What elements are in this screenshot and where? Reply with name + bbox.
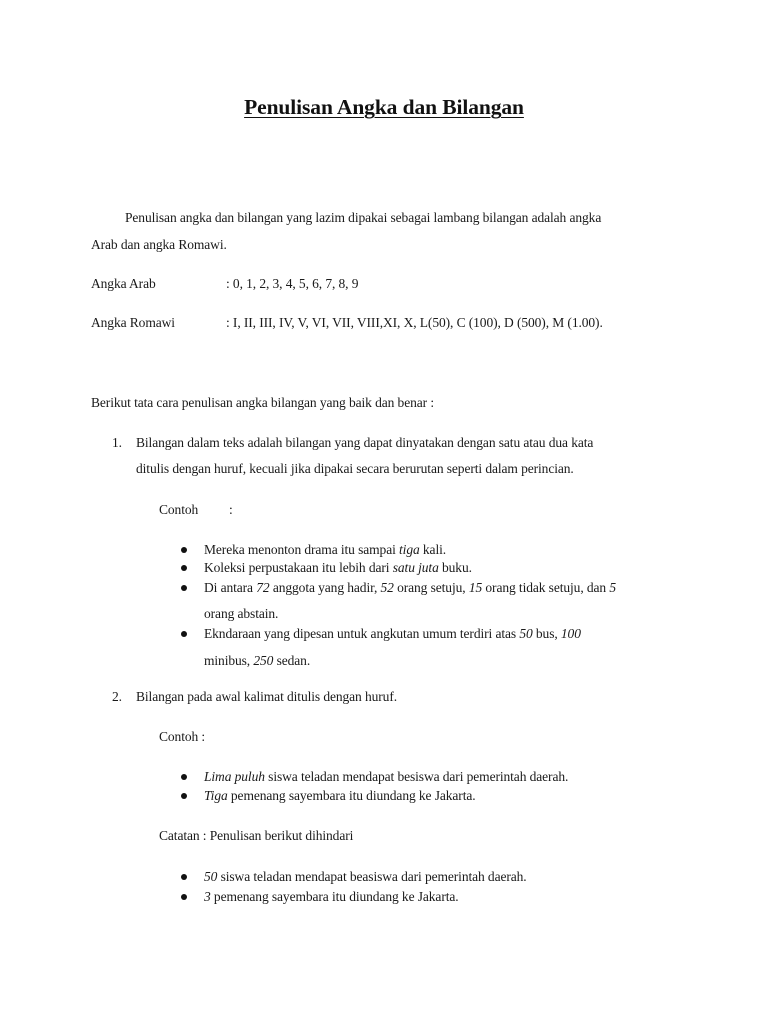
bullet-icon [181,631,187,637]
intro-line-2: Arab dan angka Romawi. [91,237,227,252]
lead-text: Berikut tata cara penulisan angka bilangan yang baik dan benar : [91,395,434,410]
catatan-label: Catatan : Penulisan berikut dihindari [159,828,354,843]
bullet-icon [181,874,187,880]
rule-1-contoh-colon: : [229,502,233,517]
rule-2-number: 2. [112,689,122,704]
rule-1-number: 1. [112,435,122,450]
bullet-icon [181,774,187,780]
bullet-icon [181,585,187,591]
avoid-example-1: 50 siswa teladan mendapat beasiswa dari pemerintah daerah. [204,869,527,884]
rule-1-contoh-label: Contoh [159,502,199,517]
romawi-label: Angka Romawi [91,315,175,330]
rule-2-text: Bilangan pada awal kalimat ditulis dengan huruf. [136,689,398,704]
bullet-icon [181,894,187,900]
romawi-value: : I, II, III, IV, V, VI, VII, VIII,XI, X, L(50), C (100), D (500), M (1.00). [226,315,603,330]
example-1-3: Di antara 72 anggota yang hadir, 52 orang setuju, 15 orang tidak setuju, dan 5 [204,580,617,595]
example-1-4-line-2: minibus, 250 sedan. [204,653,311,668]
arab-label: Angka Arab [91,276,156,291]
rule-2-contoh-label: Contoh : [159,729,206,744]
example-1-2: Koleksi perpustakaan itu lebih dari satu juta buku. [204,560,472,575]
example-1-1: Mereka menonton drama itu sampai tiga kali. [204,542,447,557]
page-title: Penulisan Angka dan Bilangan [244,95,524,119]
bullet-icon [181,565,187,571]
example-1-3-line-2: orang abstain. [204,606,279,621]
bullet-icon [181,547,187,553]
arab-value: : 0, 1, 2, 3, 4, 5, 6, 7, 8, 9 [226,276,359,291]
example-2-1: Lima puluh siswa teladan mendapat besiswa dari pemerintah daerah. [204,769,569,784]
avoid-example-2: 3 pemenang sayembara itu diundang ke Jakarta. [204,889,459,904]
rule-1-line-1: Bilangan dalam teks adalah bilangan yang dapat dinyatakan dengan satu atau dua kata [136,435,594,450]
example-1-4: Ekndaraan yang dipesan untuk angkutan umum terdiri atas 50 bus, 100 [204,626,581,641]
bullet-icon [181,793,187,799]
rule-1-line-2: ditulis dengan huruf, kecuali jika dipakai secara berurutan seperti dalam perincian. [136,461,574,476]
intro-line-1: Penulisan angka dan bilangan yang lazim dipakai sebagai lambang bilangan adalah angka [125,210,602,225]
example-2-2: Tiga pemenang sayembara itu diundang ke Jakarta. [204,788,476,803]
